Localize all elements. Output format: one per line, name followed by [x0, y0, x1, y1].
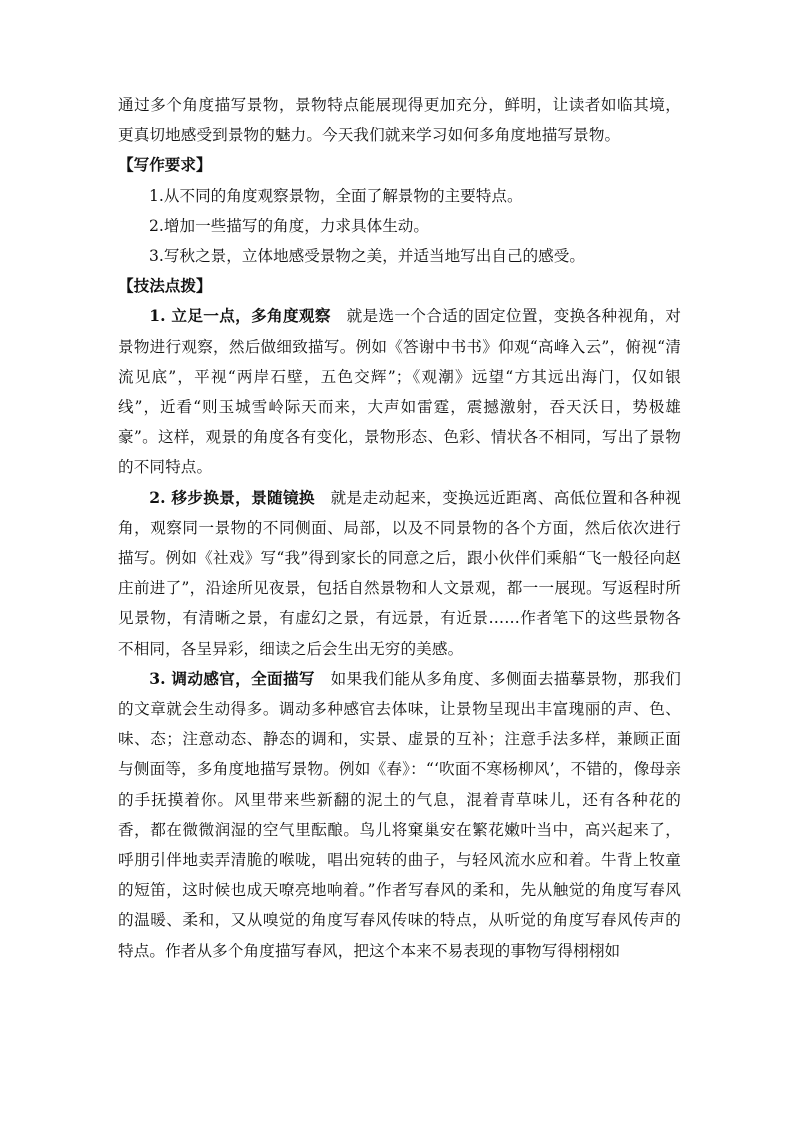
technique-title-2: 2. 移步换景，景随镜换: [149, 487, 315, 507]
requirement-item-3: 3.写秋之景，立体地感受景物之美，并适当地写出自己的感受。: [149, 247, 585, 266]
intro-paragraph: 通过多个角度描写景物，景物特点能展现得更加充分，鲜明，让读者如临其境，更真切地感受到景物的魅力。今天我们就来学习如何多角度地描写景物。: [118, 96, 681, 145]
technique-text-2: 就是走动起来，变换远近距离、高低位置和各种视角，观察同一景物的不同侧面、局部，以及不同景物的各个方面，然后依次进行描写。例如《社戏》写“我”得到家长的同意之后，跟小伙伴们乘船“飞一般径向赵庄前进了”，沿途所见夜景，包括自然景物和人文景观，都一一展现。写返程时所见景物，有清晰之景，有虚幻之景，有远景，有近景……作者笔下的这些景物各不相同，各呈异彩，细读之后会生出无穷的美感。: [118, 488, 681, 658]
technique-text-3: 如果我们能从多角度、多侧面去描摹景物，那我们的文章就会生动得多。调动多种感官去体味，让景物呈现出丰富瑰丽的声、色、味、态；注意动态、静态的调和，实景、虚景的互补；注意手法多样，兼顾正面与侧面等，多角度地描写景物。例如《春》：“‘吹面不寒杨柳风’，不错的，像母亲的手抚摸着你。风里带来些新翻的泥土的气息，混着青草味儿，还有各种花的香，都在微微润湿的空气里酝酿。鸟儿将窠巢安在繁花嫩叶当中，高兴起来了，呼朋引伴地卖弄清脆的喉咙，唱出宛转的曲子，与轻风流水应和着。牛背上牧童的短笛，这时候也成天嘹亮地响着。”作者写春风的柔和，先从触觉的角度写春风的温暖、柔和，又从嗅觉的角度写春风传味的特点，从听觉的角度写春风传声的特点。作者从多个角度描写春风，把这个本来不易表现的事物写得栩栩如: [118, 669, 681, 960]
requirement-item-1: 1.从不同的角度观察景物，全面了解景物的主要特点。: [149, 186, 523, 205]
document-page: [118, 90, 681, 966]
technique-text-1: 就是选一个合适的固定位置，变换各种视角，对景物进行观察，然后做细致描写。例如《答谢中书书》仰观“高峰入云”，俯视“清流见底”，平视“两岸石壁，五色交辉”；《观潮》远望“方其远出海门，仅如银线”，近看“则玉城雪岭际天而来，大声如雷霆，震撼激射，吞天沃日，势极雄豪”。这样，观景的角度各有变化，景物形态、色彩、情状各不相同，写出了景物的不同特点。: [118, 307, 681, 477]
requirement-item-2: 2.增加一些描写的角度，力求具体生动。: [149, 216, 429, 235]
technique-paragraph-2: [118, 483, 681, 664]
technique-paragraph-3: [118, 664, 681, 966]
techniques-heading: 【技法点拨】: [118, 276, 212, 296]
technique-title-3: 3. 调动感官，全面描写: [149, 668, 315, 688]
technique-paragraph-1: [118, 301, 681, 482]
requirements-heading: 【写作要求】: [118, 155, 212, 175]
technique-title-1: 1. 立足一点，多角度观察: [149, 306, 331, 326]
